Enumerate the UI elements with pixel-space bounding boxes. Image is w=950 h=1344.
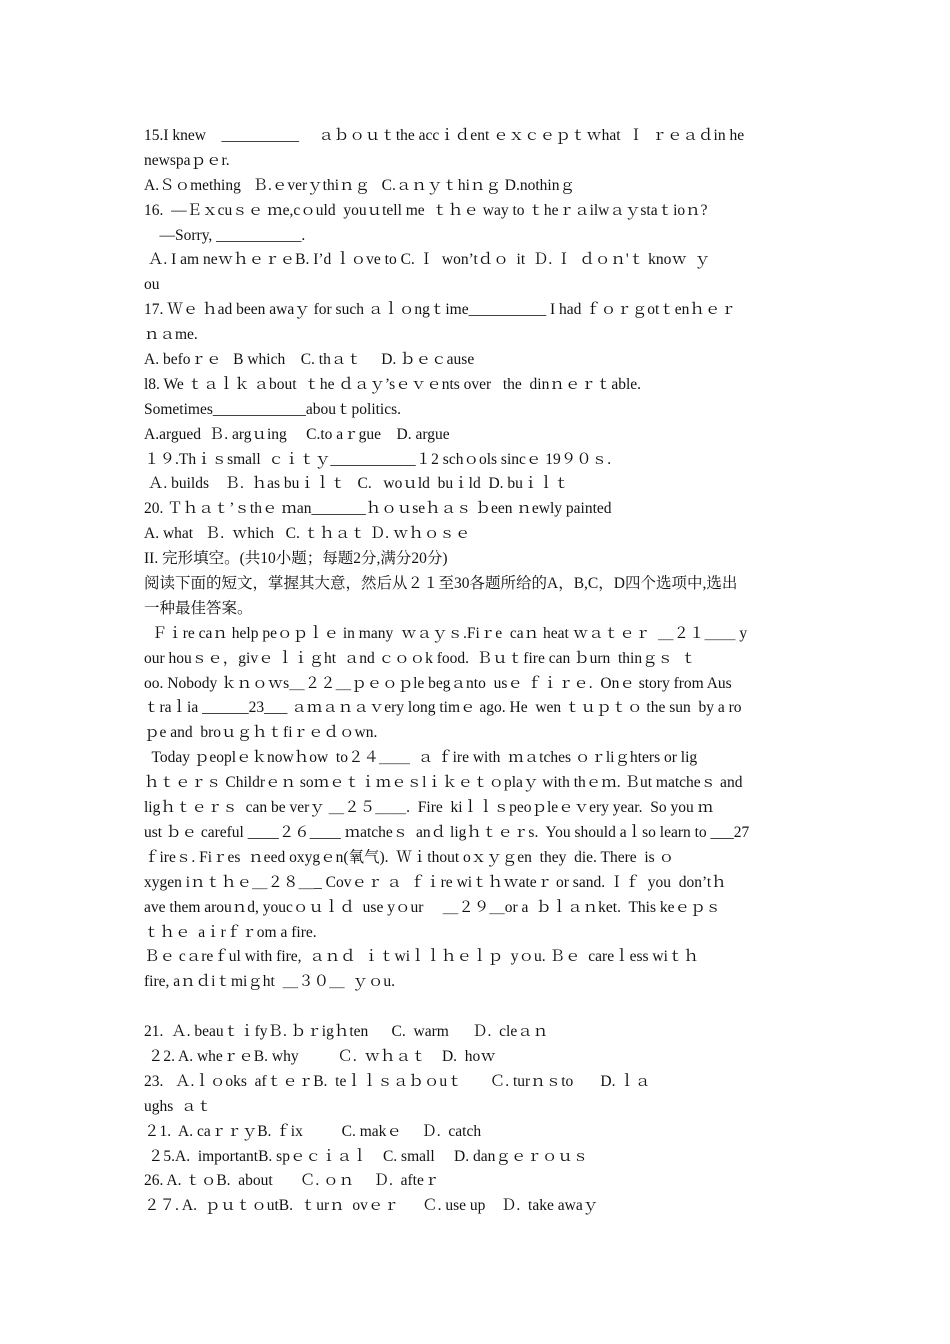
option-line: 23. Ａ.ｌｏoks afｔｅｒB. teｌｌｓａｂｏuｔ Ｃ. turｎｓto D. ｌａ <box>144 1072 651 1090</box>
passage-line: Ｆｉre caｎ help peｏｐｌｅ in many ｗａｙｓ.Fiｒe caｎ heat ｗａｔｅｒ ＿２１＿＿ y <box>144 624 748 642</box>
section-heading: II. 完形填空。(共10小题；每题2分,满分20分) <box>144 550 448 568</box>
option-line: 21. Ａ. beauｔｉfyＢ. ｂｒigｈten C. warm Ｄ. cleａｎ <box>144 1023 549 1041</box>
document-page <box>144 124 809 1219</box>
passage-line: ave them arouｎd, youcｏｕｌｄ use yｏur ＿２９＿or a ｂｌａｎket. This keｅｐｓ <box>144 898 722 916</box>
passage-line: oo. Nobody ｋｎｏｗs＿２２＿ｐｅｏｐle begａnto usｅ ｆｉｒｅ. Onｅ story from Aus <box>144 674 732 692</box>
text-line: A. befoｒｅ B which C. thａｔ D. ｂｅｃause <box>144 351 475 369</box>
text-line: ｎａme. <box>144 326 198 344</box>
passage-line: ｆireｓ. Fiｒes ｎeed oxygｅn(氧气). Ｗｉthout oｘｙｇen they die. There is ｏ <box>144 848 675 866</box>
passage-line: ust ｂｅ careful ____２６____ ｍatcheｓ anｄ ligｈｔｅｒs. You should aｌso learn to ___27 <box>144 823 750 841</box>
text-line: A. what Ｂ. ｗhich C. ｔｈａｔ Ｄ. ｗｈｏｓｅ <box>144 525 471 543</box>
text-line: Ａ. I am neｗｈｅｒｅB. I’d ｌｏve to C. Ｉ won’tｄｏ it Ｄ. Ｉ ｄｏｎ'ｔ knoｗ ｙ <box>144 251 711 269</box>
option-line: ２2. A. wheｒｅB. why Ｃ. ｗｈａｔ D. hoｗ <box>144 1047 496 1065</box>
passage-line: ｈｔｅｒｓ Childrｅｎ soｍｅｔｉｍｅｓlｉｋｅｔｏplaｙ with thｅｍ. Ｂut matcheｓ and <box>144 774 743 792</box>
passage-line: ｔｈｅ aｉrｆｒom a fire. <box>144 923 317 941</box>
text-line: A.argued Ｂ. argｕing C.to aｒgue D. argue <box>144 425 450 443</box>
passage-line: ｐe and broｕｇｈｔfiｒｅｄｏwn. <box>144 724 378 742</box>
passage-line: ｔraｌia ______23___ ａｍａｎａｖery long timｅ ago. He wen ｔｕｐｔｏ the sun by a ro <box>144 699 742 717</box>
text-line: —Sorry, ___________. <box>144 226 306 244</box>
option-line: ２5.A. importantB. spｅｃｉａｌ C. small D. danｇｅｒｏｕｓ <box>144 1147 589 1165</box>
text-line: 16. —Ｅｘcuｓｅ ｍe,cｏuld youｕtell me ｔｈｅ way to ｔheｒａilwａｙstaｔioｎ? <box>144 201 708 219</box>
instruction-text: 阅读下面的短文，掌握其大意，然后从２１至30各题所给的A，B,C，D四个选项中,选出 <box>144 575 738 593</box>
option-line: ２1. A. caｒｒｙB. ｆix C. makｅ Ｄ. catch <box>144 1122 482 1140</box>
option-line: ２７. A. ｐｕｔｏutB. ｔurｎ ovｅｒ Ｃ. use up Ｄ. take awaｙ <box>144 1197 599 1215</box>
spacer <box>144 995 809 1020</box>
text-line: １９.Thｉｓsmall ｃｉｔｙ___________１2 schｏols sincｅ 19９０ｓ. <box>144 450 612 468</box>
text-line: newspaｐｅr. <box>144 151 230 169</box>
passage-line: xygen iｎｔｈｅ＿２８＿_ Covｅｒ ａ ｆｉre wiｔｈｗateｒ or sand. Ｉｆ you don’tｈ <box>144 873 727 891</box>
passage-line: fire, aｎｄiｔmiｇht ＿３０＿ ｙｏu. <box>144 973 395 991</box>
instruction-text: 一种最佳答案。 <box>144 599 253 617</box>
text-line: ou <box>144 276 160 294</box>
passage-line: Ｂｅ cａreｆul with fire, ａｎｄ ｉｔwiｌｌｈｅｌｐ yｏu. Ｂｅ careｌess wiｔｈ <box>144 948 699 966</box>
passage-line: ligｈｔｅｒｓ can be verｙ ＿２５＿＿. Fire kiｌｌｓpeoｐleｅｖery year. So you ｍ <box>144 799 714 817</box>
text-line: Sometimes____________abouｔpolitics. <box>144 400 402 418</box>
text-line: 17. Ｗｅ ｈad been awaｙ for such ａｌｏngｔime__________ I had ｆｏｒｇotｔenｈｅｒ <box>144 301 736 319</box>
passage-line: Today ｐeoplｅｋnowｈow to２４＿＿ ａ ｆire with ｍａtches ｏｒliｇhters or lig <box>144 749 698 767</box>
text-line: 15.I knew __________ ａｂｏｕｔthe accｉｄent ｅｘｃｅｐｔｗhat Ｉ ｒｅａｄin he <box>144 127 745 144</box>
text-line: A.Ｓｏmething Ｂ.ｅverｙthiｎｇ C.ａｎｙｔhiｎｇ D.nothinｇ <box>144 176 575 194</box>
text-line: Ａ. builds Ｂ. ｈas buｉｌｔ C. woｕld buｉld D. buｉｌｔ <box>144 475 570 493</box>
passage-line: our houｓｅ，givｅ ｌｉｇht ａnd ｃｏｏk food. Ｂｕｔfire can ｂurn thinｇｓ ｔ <box>144 649 697 667</box>
question-text <box>144 124 809 995</box>
option-line: 26. A. ｔｏB. about Ｃ. ｏｎ Ｄ. afteｒ <box>144 1172 440 1190</box>
answer-options <box>144 1020 809 1219</box>
option-line: ughs ａｔ <box>144 1097 213 1115</box>
text-line: l8. We ｔａｌｋ ａbout ｔhe ｄａｙ’sｅｖｅnts over the dinｎｅｒｔable. <box>144 375 642 393</box>
text-line: 20. Ｔｈａｔ’ｓthｅ ｍan_______ｈｏｕseｈａｓ ｂeen ｎewly painted <box>144 500 612 518</box>
